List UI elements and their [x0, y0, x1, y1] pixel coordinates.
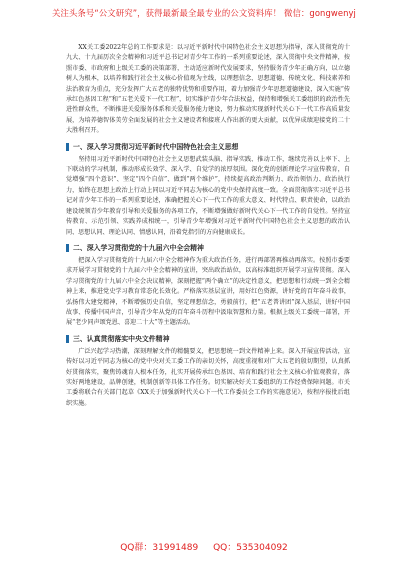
qq-group-text: QQ群：31991489: [120, 543, 199, 553]
heading-marker-icon: [66, 335, 69, 343]
section-heading-1-text: 一、深入学习贯彻习近平新时代中国特色社会主义思想: [73, 142, 239, 151]
qq-number-text: QQ：535304092: [213, 543, 288, 553]
promo-banner[interactable]: [0, 0, 408, 26]
section-2-paragraph: 把深入学习贯彻党的十九届六中全会精神作为重大政治任务，进行再部署再推动再落实。按照市委要求开展学习贯彻党的十九届六中全会精神的宣讲，突出政治站位，以高标准组织开展学习宣传贯彻。深入学习贯彻党的十九届六中全会决议精神，深刻把握“两个确立”的决定性意义，把思想和行动统一到全会精神上来，推进党史学习教育常态化长效化。严格落实基层宣讲，用好红色资源，讲好党的百年奋斗故事，弘扬伟大建党精神，不断增强历史自信，坚定理想信念，勇毅前行，把“五老普讲团”深入基层，讲好中国故事、传播中国声音，引导青少年从党的百年奋斗历程中汲取智慧和力量。根据上级关工委统一部署，开展“老少同声颂党恩、喜迎二十大”等主题活动。: [66, 256, 350, 327]
heading-marker-icon: [66, 244, 69, 252]
section-heading-3: [66, 334, 350, 344]
section-1-paragraph: 坚持用习近平新时代中国特色社会主义思想武装头脑、指导实践、推动工作，继续完善以上率下、上下联动的学习机制，推动形成长效学、深入学、自觉学的浓厚氛围。深化党的创新理论学习宣传教育，自觉增强“四个意识”、坚定“四个自信”、做到“两个维护”，持续提高政治判断力、政治领悟力、政治执行力，始终在思想上政治上行动上同以习近平同志为核心的党中央保持高度一致。全面贯彻落实习近平总书记对青少年工作的一系列重要论述，准确把握关心下一代工作的重大意义、时代特点、职责使命，以政治建设统领青少年教育引导和关爱服务的各项工作，不断增强做好新时代关心下一代工作的自觉性。坚持宣传教育、示范引领、实践养成相统一，引导青少年增强对习近平新时代中国特色社会主义思想的政治认同、思想认同、理论认同、情感认同，沿着党指引的方向健康成长。: [66, 155, 350, 236]
promo-banner-link[interactable]: 关注头条号“公文研究”，获得最新最全最专业的公文资料库！ 微信：gongwenyj: [52, 8, 356, 18]
section-heading-2-text: 二、深入学习贯彻党的十九届六中全会精神: [73, 243, 204, 252]
section-heading-2: [66, 243, 350, 253]
section-3-paragraph: 广泛兴起学习热潮，深刻理解文件的精髓要义，把思想统一到文件精神上来。深入开展宣传活动，宣传好以习近平同志为核心的党中央对关工委工作的亲切关怀，高度重视和对广大五老的殷切期望，认真抓好贯彻落实，聚焦铸魂育人根本任务，扎实开展传承红色基因、培育和践行社会主义核心价值观教育，落实好两地建设，品牌创建，机制创新等具体工作任务。切实解决好关工委组织的工作经费保障问题。市关工委将联合有关部门起草《XX关于加强新时代关心下一代工作委员会工作的实施意见》，按程序报批后组织实施。: [66, 347, 350, 407]
heading-marker-icon: [66, 143, 69, 151]
section-heading-3-text: 三、认真贯彻落实中央文件精神: [73, 334, 170, 343]
intro-paragraph: XX关工委2022年总的工作要求是：以习近平新时代中国特色社会主义思想为指导，深入贯彻党的十九大、十九届历次全会精神和习近平总书记对青少年工作的一系列重要论述，深入贯彻中央文件精神，按照市委、市政府和上级关工委的决策部署，主动适应新时代发展要求，坚持服务青少年正确方向，以立德树人为根本，以培养和践行社会主义核心价值观为主线，以理想信念、思想道德、传统文化、科技素养和法治教育为重点，充分发挥广大五老的独特优势和重要作用，着力加强青少年思想道德建设，深入实施“传承红色基因工程”和“五老关爱下一代工程”，切实维护青少年合法权益，保持和增强关工委组织的政治性先进性群众性，不断推进关爱服务体系和关爱服务能力建设，努力推动实现新时代关心下一代工作高质量发展，为培养德智体美劳全面发展的社会主义建设者和接班人作出新的更大贡献，以优异成绩迎接党的二十大胜利召开。: [66, 44, 350, 135]
contact-footer: [0, 540, 408, 553]
document-body: [66, 43, 350, 409]
section-heading-1: [66, 142, 350, 152]
